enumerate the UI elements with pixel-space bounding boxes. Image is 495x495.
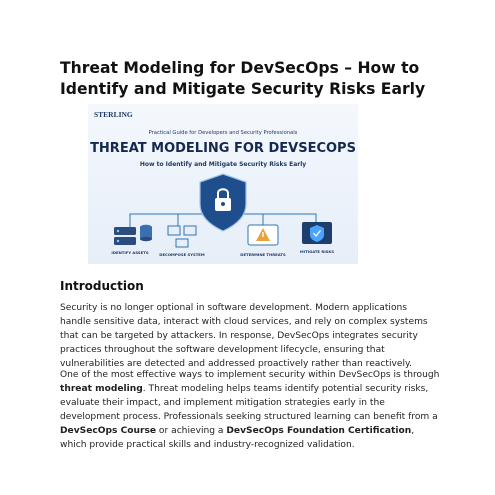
hero-image: [88, 104, 358, 264]
bold-term-devsecops-certification: DevSecOps Foundation Certification: [226, 426, 412, 436]
database-icon: [140, 225, 152, 241]
threat-warning-icon: [248, 225, 278, 245]
intro-paragraph-2: [60, 368, 440, 452]
paragraph-text: , which provide practical skills and industry-recognized validation.: [60, 426, 415, 450]
hero-illustration: [88, 104, 358, 264]
shield-lock-icon: [200, 174, 246, 231]
section-heading-introduction: Introduction: [60, 279, 144, 293]
mitigate-shield-icon: [302, 222, 332, 244]
bold-term-threat-modeling: threat modeling: [60, 384, 143, 394]
step-label-identify: IDENTIFY ASSETS: [111, 250, 149, 255]
bold-term-devsecops-course: DevSecOps Course: [60, 426, 157, 436]
page-title: Threat Modeling for DevSecOps – How to Identify and Mitigate Security Risks Early: [60, 59, 426, 98]
server-icon: [114, 227, 136, 245]
step-label-determine: DETERMINE THREATS: [240, 252, 286, 257]
system-diagram-icon: [168, 226, 196, 247]
step-label-decompose: DECOMPOSE SYSTEM: [159, 252, 205, 257]
hero-kicker: Practical Guide for Developers and Security Professionals: [148, 130, 298, 136]
paragraph-text: . Threat modeling helps teams identify potential security risks, evaluate their impact, and implement mitigation strategies early in the development process. Professionals seeking structured learning can benefit from a: [60, 384, 438, 422]
hero-subtitle: How to Identify and Mitigate Security Risks Early: [139, 161, 307, 168]
step-label-mitigate: MITIGATE RISKS: [299, 249, 335, 254]
intro-paragraph-1: Security is no longer optional in software development. Modern applications handle sensitive data, interact with cloud services, and rely on complex systems that can be targeted by attackers. In response, DevSecOps integrates security practices throughout the software development lifecycle, ensuring that vulnerabilities are detected and addressed proactively rather than reactively.: [60, 303, 428, 369]
paragraph-text: or achieving a: [156, 426, 227, 436]
hero-title: THREAT MODELING FOR DEVSECOPS: [90, 141, 356, 156]
brand-logo: STERLING: [94, 110, 133, 119]
paragraph-text: One of the most effective ways to implement security within DevSecOps is through: [60, 370, 440, 380]
